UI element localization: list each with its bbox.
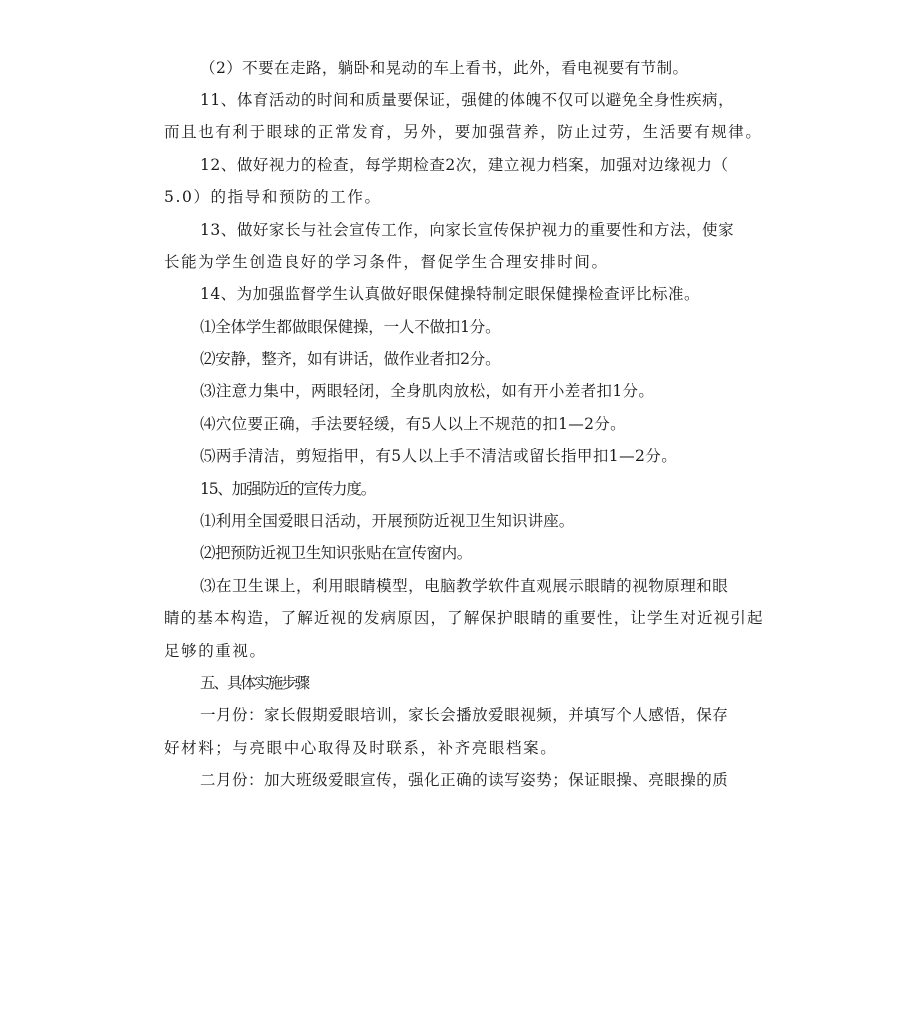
text-line: 长能为学生创造良好的学习条件，督促学生合理安排时间。	[164, 253, 609, 271]
text-line: 而且也有利于眼球的正常发育，另外，要加强营养，防止过劳，生活要有规律。	[164, 123, 763, 141]
text-line: 15、加强防近的宣传力度。	[200, 480, 376, 498]
text-line: 一月份：家长假期爱眼培训，家长会播放爱眼视频，并填写个人感悟，保存	[200, 706, 729, 724]
text-line: ⑵安静，整齐，如有讲话，做作业者扣2分。	[200, 350, 501, 368]
text-line: ⑵把预防近视卫生知识张贴在宣传窗内。	[200, 544, 472, 562]
text-line: ⑸两手清洁，剪短指甲，有5人以上手不清洁或留长指甲扣1—2分。	[200, 447, 678, 465]
text-line: 好材料；与亮眼中心取得及时联系，补齐亮眼档案。	[164, 739, 558, 757]
text-line: ⑴全体学生都做眼保健操，一人不做扣1分。	[200, 318, 501, 336]
text-line: 13、做好家长与社会宣传工作，向家长宣传保护视力的重要性和方法，使家	[200, 221, 735, 239]
text-line: 睛的基本构造，了解近视的发病原因，了解保护眼睛的重要性，让学生对近视引起	[164, 609, 764, 627]
text-line: （2）不要在走路，躺卧和晃动的车上看书，此外，看电视要有节制。	[200, 59, 689, 77]
text-line: ⑶注意力集中，两眼轻闭，全身肌肉放松，如有开小差者扣1分。	[200, 382, 655, 400]
text-line: ⑴利用全国爱眼日活动，开展预防近视卫生知识讲座。	[200, 512, 575, 530]
text-line: 足够的重视。	[164, 642, 267, 660]
text-line: ⑷穴位要正确，手法要轻缓，有5人以上不规范的扣1—2分。	[200, 415, 626, 433]
text-line: ⑶在卫生课上，利用眼睛模型，电脑教学软件直观展示眼睛的视物原理和眼	[200, 577, 729, 595]
text-line: 5.0）的指导和预防的工作。	[164, 188, 382, 206]
text-line: 11、体育活动的时间和质量要保证，强健的体魄不仅可以避免全身性疾病，	[200, 91, 735, 109]
text-line: 14、为加强监督学生认真做好眼保健操特制定眼保健操检查评比标准。	[200, 285, 700, 303]
text-line: 五、具体实施步骤	[200, 674, 309, 692]
text-line: 12、做好视力的检查，每学期检查2次，建立视力档案，加强对边缘视力（	[200, 156, 729, 174]
text-line: 二月份：加大班级爱眼宣传，强化正确的读写姿势；保证眼操、亮眼操的质	[200, 771, 729, 789]
